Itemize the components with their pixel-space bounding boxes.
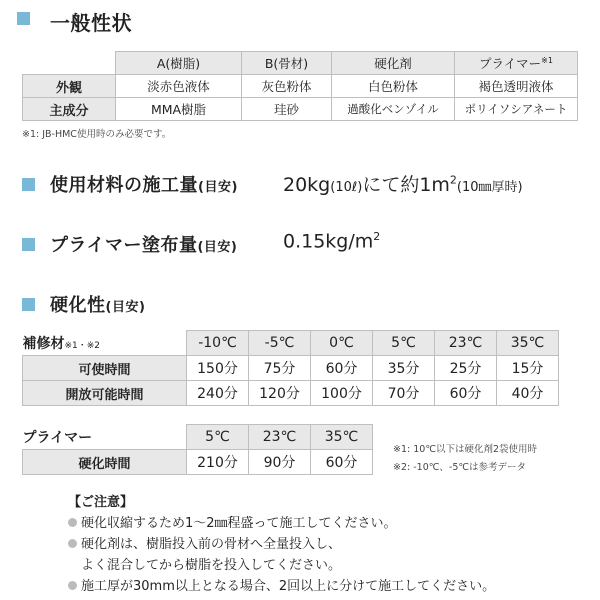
- bullet-icon: [68, 581, 77, 590]
- cautions-title: 【ご注意】: [68, 495, 134, 510]
- section-marker: [22, 298, 35, 311]
- curing-note-2: ※2: -10℃、-5℃は参考データ: [393, 462, 527, 473]
- section-title-primer-coverage: プライマー塗布量(目安): [50, 235, 238, 256]
- table-row: 硬化時間 210分 90分 60分: [23, 450, 373, 475]
- row-label: 可使時間: [23, 356, 187, 381]
- coverage-value: 20kg(10ℓ)にて約$1m^2(10㎜$厚時): [283, 173, 523, 196]
- primer-coverage-value: $0.15kg/m^2$: [283, 230, 381, 253]
- bullet-icon: [68, 518, 77, 527]
- caution-item: 施工厚が30mm以上となる場合、2回以上に分けて施工してください。: [68, 575, 495, 594]
- table-row: 外観 淡赤色液体 灰色粉体 白色粉体 褐色透明液体: [23, 75, 578, 98]
- section-title-curing: 硬化性(目安): [50, 295, 146, 316]
- general-footnote: ※1: JB-HMC使用時のみ必要です。: [22, 129, 172, 140]
- temp-header: -5℃: [249, 331, 311, 356]
- section-marker: [17, 12, 30, 25]
- section-title-general: 一般性状: [50, 11, 132, 35]
- col-header: A(樹脂): [116, 52, 242, 75]
- col-header-primer: プライマー$^{※1}$: [455, 52, 578, 75]
- caution-item-continued: よく混合してから樹脂を投入してください。: [81, 558, 342, 573]
- section-marker: [22, 238, 35, 251]
- table-row: 開放可能時間 240分 120分 100分 70分 60分 40分: [23, 381, 559, 406]
- general-properties-table: [22, 51, 578, 121]
- primer-label: プライマー: [22, 429, 93, 446]
- table-row: 可使時間 150分 75分 60分 35分 25分 15分: [23, 356, 559, 381]
- temp-header: 35℃: [311, 425, 373, 450]
- col-header: B(骨材): [242, 52, 332, 75]
- primer-curing-table: [22, 424, 373, 475]
- caution-item: 硬化収縮するため1～2㎜程盛って施工してください。: [68, 512, 397, 531]
- temp-header: -10℃: [187, 331, 249, 356]
- table-row: 主成分 MMA樹脂 珪砂 過酸化ベンゾイル ポリイソシアネート: [23, 98, 578, 121]
- temp-header: 35℃: [497, 331, 559, 356]
- caution-item: 硬化剤は、樹脂投入前の骨材へ全量投入し、: [68, 533, 341, 552]
- temp-header: 23℃: [435, 331, 497, 356]
- row-label: 開放可能時間: [23, 381, 187, 406]
- section-marker: [22, 178, 35, 191]
- repair-curing-table: [22, 330, 559, 406]
- repair-label: 補修材※1・※2: [22, 335, 101, 352]
- temp-header: 5℃: [373, 331, 435, 356]
- col-header: 硬化剤: [332, 52, 455, 75]
- section-title-coverage: 使用材料の施工量(目安): [50, 175, 238, 196]
- row-label: 外観: [23, 75, 116, 98]
- temp-header: 5℃: [187, 425, 249, 450]
- row-label: 硬化時間: [23, 450, 187, 475]
- temp-header: 23℃: [249, 425, 311, 450]
- bullet-icon: [68, 539, 77, 548]
- row-label: 主成分: [23, 98, 116, 121]
- curing-note-1: ※1: 10℃以下は硬化剤2袋使用時: [393, 444, 538, 455]
- temp-header: 0℃: [311, 331, 373, 356]
